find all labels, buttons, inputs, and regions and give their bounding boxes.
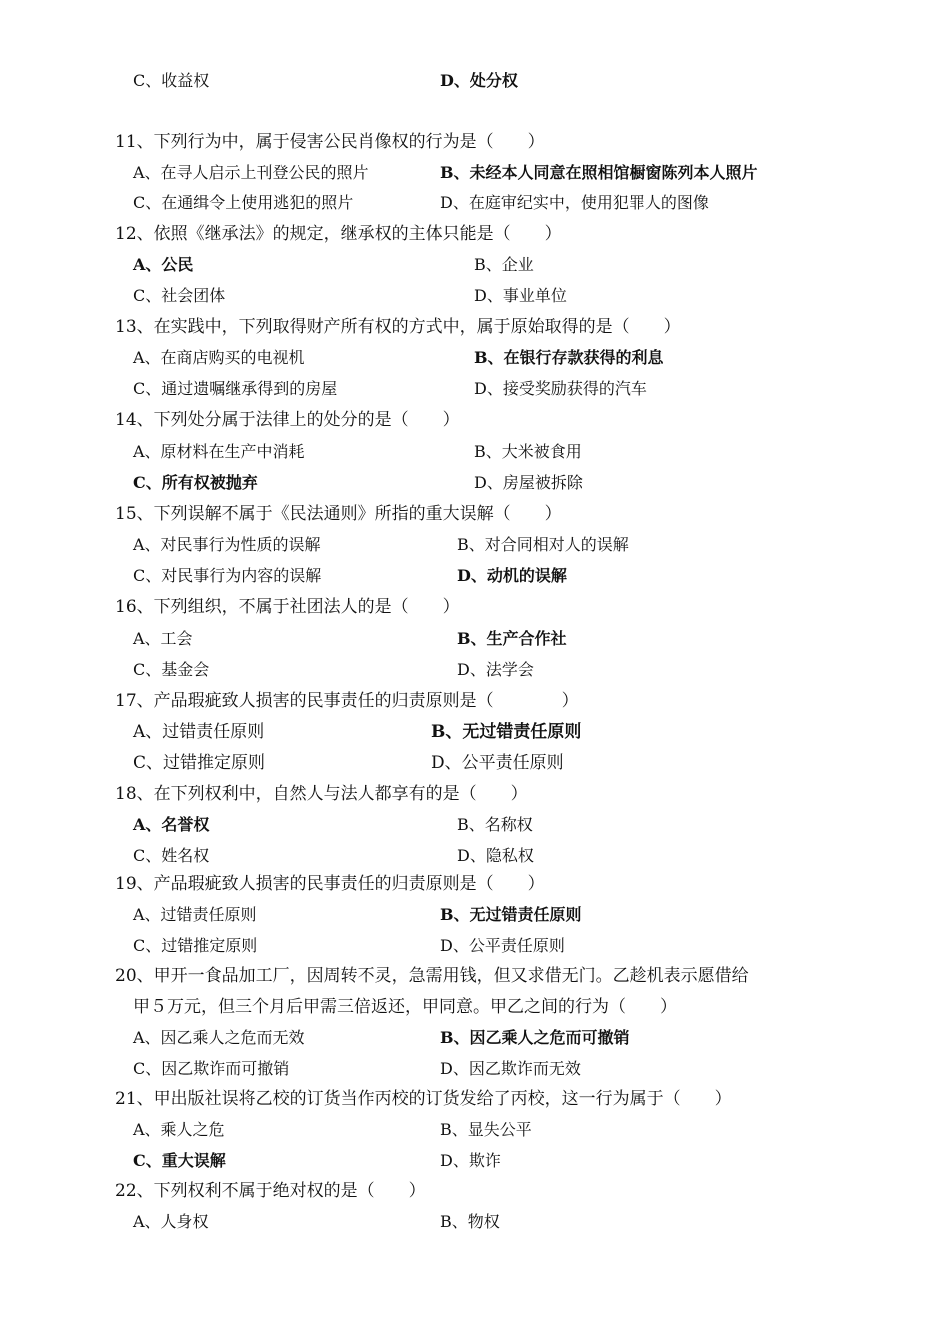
option: A、过错责任原则 <box>133 905 257 924</box>
question-stem: 11、下列行为中，属于侵害公民肖像权的行为是（ ） <box>115 132 545 152</box>
option: A、工会 <box>133 629 193 648</box>
answer-option: D、动机的误解 <box>457 566 567 585</box>
option: C、姓名权 <box>133 846 210 865</box>
option: D、法学会 <box>457 660 534 679</box>
option: C、收益权 <box>133 71 210 90</box>
option: A、人身权 <box>133 1212 209 1231</box>
question-stem: 16、下列组织，不属于社团法人的是（ ） <box>115 597 460 617</box>
option: C、因乙欺诈而可撤销 <box>133 1059 290 1078</box>
answer-option: B、生产合作社 <box>457 629 567 648</box>
option: A、在商店购买的电视机 <box>133 348 305 367</box>
option: A、原材料在生产中消耗 <box>133 442 305 461</box>
question-stem: 12、依照《继承法》的规定，继承权的主体只能是（ ） <box>115 224 562 244</box>
option: D、因乙欺诈而无效 <box>440 1059 581 1078</box>
option: C、过错推定原则 <box>133 936 258 955</box>
question-stem: 17、产品瑕疵致人损害的民事责任的归责原则是（ ） <box>115 691 579 711</box>
option: D、在庭审纪实中，使用犯罪人的图像 <box>440 193 709 212</box>
option: D、公平责任原则 <box>440 936 565 955</box>
option: A、对民事行为性质的误解 <box>133 535 321 554</box>
option: B、企业 <box>474 255 534 274</box>
option: D、公平责任原则 <box>431 753 564 773</box>
question-stem: 20、甲开一食品加工厂，因周转不灵，急需用钱，但又求借无门。乙趁机表示愿借给 <box>115 966 749 986</box>
answer-option: B、因乙乘人之危而可撤销 <box>440 1028 630 1047</box>
question-stem: 13、在实践中，下列取得财产所有权的方式中，属于原始取得的是（ ） <box>115 317 681 337</box>
answer-option: C、重大误解 <box>133 1151 226 1170</box>
answer-option: C、所有权被抛弃 <box>133 473 258 492</box>
option: D、事业单位 <box>474 286 567 305</box>
option: C、通过遗嘱继承得到的房屋 <box>133 379 338 398</box>
option: A、过错责任原则 <box>133 722 265 742</box>
question-stem: 18、在下列权利中，自然人与法人都享有的是（ ） <box>115 784 528 804</box>
answer-option: A、名誉权 <box>133 815 210 834</box>
answer-option: B、未经本人同意在照相馆橱窗陈列本人照片 <box>440 163 758 182</box>
option: A、因乙乘人之危而无效 <box>133 1028 305 1047</box>
question-stem: 21、甲出版社误将乙校的订货当作丙校的订货发给了丙校，这一行为属于（ ） <box>115 1089 732 1109</box>
option: D、欺诈 <box>440 1151 501 1170</box>
option: C、在通缉令上使用逃犯的照片 <box>133 193 354 212</box>
option: B、物权 <box>440 1212 500 1231</box>
question-stem: 15、下列误解不属于《民法通则》所指的重大误解（ ） <box>115 504 562 524</box>
option: C、对民事行为内容的误解 <box>133 566 322 585</box>
option: D、隐私权 <box>457 846 534 865</box>
answer-option: A、公民 <box>133 255 194 274</box>
option: B、显失公平 <box>440 1120 532 1139</box>
option: B、对合同相对人的误解 <box>457 535 629 554</box>
option: B、名称权 <box>457 815 533 834</box>
option: D、接受奖励获得的汽车 <box>474 379 647 398</box>
question-stem: 14、下列处分属于法律上的处分的是（ ） <box>115 410 460 430</box>
option: C、过错推定原则 <box>133 753 266 773</box>
option: C、社会团体 <box>133 286 226 305</box>
option: B、大米被食用 <box>474 442 582 461</box>
answer-option: D、处分权 <box>440 71 518 90</box>
answer-option: B、在银行存款获得的利息 <box>474 348 664 367</box>
question-stem-continued: 甲５万元，但三个月后甲需三倍返还，甲同意。甲乙之间的行为（ ） <box>133 997 677 1017</box>
option: C、基金会 <box>133 660 210 679</box>
option: A、在寻人启示上刊登公民的照片 <box>133 163 369 182</box>
option: D、房屋被拆除 <box>474 473 583 492</box>
option: A、乘人之危 <box>133 1120 225 1139</box>
answer-option: B、无过错责任原则 <box>440 905 582 924</box>
question-stem: 19、产品瑕疵致人损害的民事责任的归责原则是（ ） <box>115 874 545 894</box>
answer-option: B、无过错责任原则 <box>431 722 582 742</box>
question-stem: 22、下列权利不属于绝对权的是（ ） <box>115 1181 426 1201</box>
